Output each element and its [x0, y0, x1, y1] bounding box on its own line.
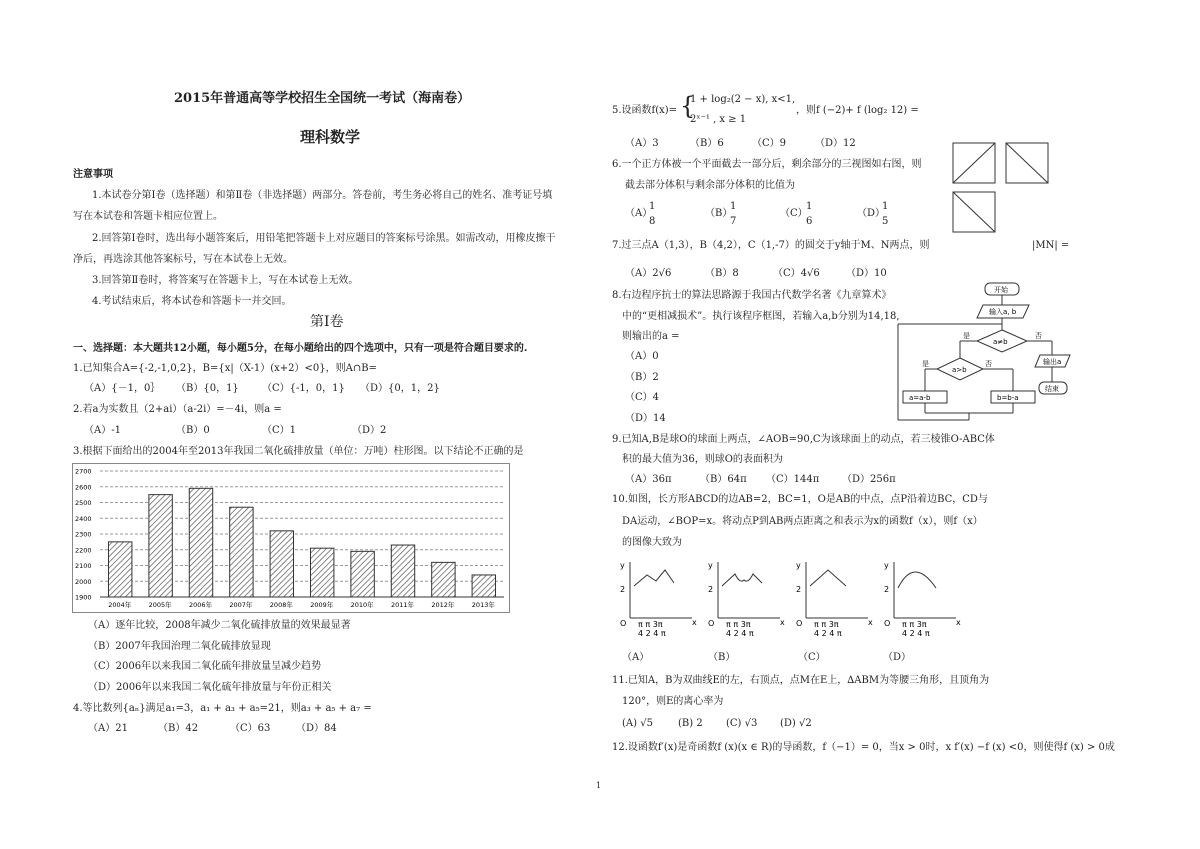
- question-9: 9.已知A,B是球O的球面上两点，∠AOB=90,C为该球面上的动点，若三棱锥O-ABC体: [612, 434, 995, 445]
- svg-text:是: 是: [963, 332, 970, 340]
- svg-text:2: 2: [884, 585, 890, 594]
- svg-text:4 2 4 π: 4 2 4 π: [902, 629, 930, 638]
- question-7: 7.过三点A（1,3），B（4,2），C（1,-7）的圆交于y轴于M、N两点，则: [612, 240, 930, 251]
- option: （B）6: [690, 138, 724, 149]
- svg-text:a>b: a>b: [952, 366, 967, 374]
- question-10: 10.如图，长方形ABCD的边AB=2，BC=1，O是AB的中点，点P沿着边BC，CD与: [612, 494, 988, 505]
- graph-c: [796, 561, 873, 638]
- option: (B) 2: [678, 718, 703, 729]
- svg-text:x: x: [692, 618, 697, 627]
- svg-text:π π 3π: π π 3π: [638, 620, 663, 629]
- fraction-den: 8: [649, 216, 656, 227]
- y-tick-label: 2400: [75, 514, 92, 523]
- option: （D）10: [846, 268, 887, 279]
- three-view-drawing: [952, 142, 1062, 237]
- option: （B）{0，1}: [176, 383, 239, 394]
- question-11: 11.已知A，B为双曲线E的左，右顶点，点M在E上，∆ABM为等腰三角形，且顶角为: [612, 675, 990, 686]
- fraction-num: 1: [882, 201, 889, 212]
- option: （A）-1: [84, 425, 121, 436]
- option: （A）3: [625, 138, 659, 149]
- option: （C）{-1，0，1}: [262, 383, 345, 394]
- emission-bar-chart: [72, 463, 510, 613]
- option: （D）12: [815, 138, 856, 149]
- question-10-line: 的图像大致为: [622, 537, 682, 548]
- x-tick-label: 2013年: [471, 601, 495, 609]
- option: （B）42: [158, 723, 199, 734]
- note-line: 3.回答第Ⅱ卷时，将答案写在答题卡上，写在本试卷上无效。: [92, 275, 359, 286]
- svg-text:开始: 开始: [994, 286, 1008, 294]
- bar-2010年: [351, 551, 374, 597]
- section-heading: 一、选择题：本大题共12小题，每小题5分，在每小题给出的四个选项中，只有一项是符合题目要求的.: [73, 343, 528, 354]
- question-6: 6.一个正方体被一个平面截去一部分后，剩余部分的三视图如右图，则: [612, 159, 922, 170]
- graph-label: （C）: [798, 652, 826, 663]
- option: (A) √5: [622, 718, 653, 729]
- x-tick-label: 2011年: [391, 601, 415, 609]
- svg-text:否: 否: [1035, 332, 1042, 340]
- svg-text:y: y: [884, 561, 889, 570]
- svg-text:x: x: [868, 618, 873, 627]
- question-11-line: 120°，则E的离心率为: [622, 696, 724, 707]
- note-line: 写在本试卷和答题卡相应位置上。: [73, 211, 223, 222]
- fraction-num: 1: [806, 201, 813, 212]
- svg-text:a=a-b: a=a-b: [909, 394, 931, 402]
- graph-label: （B）: [708, 652, 736, 663]
- option: (C) √3: [726, 718, 758, 729]
- y-tick-label: 1900: [75, 593, 92, 602]
- part-heading: 第Ⅰ卷: [310, 314, 344, 330]
- question-7-tail: |MN| =: [1032, 240, 1070, 251]
- y-tick-label: 2500: [75, 499, 92, 507]
- graph-d: [884, 561, 961, 638]
- x-tick-label: 2012年: [431, 601, 455, 609]
- option: （A）36π: [625, 474, 672, 485]
- option: （A）逐年比较，2008年减少二氧化硫排放量的效果最显著: [88, 620, 351, 631]
- option: （A）2√6: [625, 268, 672, 279]
- svg-text:y: y: [796, 561, 801, 570]
- notes-heading: 注意事项: [73, 169, 113, 180]
- svg-text:O: O: [796, 619, 803, 628]
- svg-text:x: x: [956, 618, 961, 627]
- option: （C）63: [230, 723, 271, 734]
- fraction-den: 7: [730, 216, 737, 227]
- option: （A）{－1，0｝: [84, 383, 161, 394]
- q5-case: 2ˣ⁻¹ , x ≥ 1: [690, 114, 747, 125]
- option: （D）: [857, 208, 886, 219]
- svg-text:输出a: 输出a: [1043, 358, 1062, 366]
- bar-2007年: [230, 507, 253, 597]
- question-6-line: 截去部分体积与剩余部分体积的比值为: [625, 180, 795, 191]
- svg-text:4 2 4 π: 4 2 4 π: [814, 629, 842, 638]
- question-9-line: 积的最大值为36，则球O的表面积为: [622, 454, 783, 465]
- fraction-den: 6: [806, 216, 813, 227]
- option: （D）2: [352, 425, 387, 436]
- question-4: 4.等比数列{aₙ}满足a₁=3，a₁ + a₃ + a₅=21，则a₃ + a₅ + a₇ =: [73, 703, 372, 714]
- question-3: 3.根据下面给出的2004年至2013年我国二氧化硫排放量（单位：万吨）柱形图。以下结论不正确的是: [73, 446, 524, 457]
- svg-text:2: 2: [620, 585, 626, 594]
- option: （D）{0，1，2}: [360, 383, 440, 394]
- svg-text:b=b-a: b=b-a: [997, 394, 1019, 402]
- bar-2006年: [189, 488, 212, 597]
- option: （D）14: [625, 413, 666, 424]
- svg-text:π π 3π: π π 3π: [902, 620, 927, 629]
- question-1: 1.已知集合A={-2,-1,0,2}，B={x|（X-1）(x+2）<0}，则A∩B=: [73, 363, 377, 374]
- svg-text:2: 2: [796, 585, 802, 594]
- graph-label: （D）: [883, 652, 912, 663]
- option: （C）144π: [766, 474, 820, 485]
- q10-graphs: [612, 556, 962, 646]
- x-tick-label: 2008年: [269, 601, 293, 609]
- option: （A）21: [88, 723, 128, 734]
- question-12: 12.设函数f′(x)是奇函数f (x)(x ∈ R)的导函数，f（−1）= 0，当x > 0时，x f′(x) −f (x) <0，则使得f (x) > 0成: [612, 742, 1115, 753]
- note-line: 1.本试卷分第Ⅰ卷（选择题）和第Ⅱ卷（非选择题）两部分。答卷前，考生务必将自己的姓名、准考证号填: [92, 190, 553, 201]
- option: （D）2006年以来我国二氧化硫年排放量与年份正相关: [88, 682, 332, 693]
- note-line: 4.考试结束后，将本试卷和答题卡一并交回。: [92, 296, 292, 307]
- option: （C）1: [262, 425, 297, 436]
- x-tick-label: 2010年: [350, 601, 374, 609]
- option: （C）2006年以来我国二氧化硫年排放量呈减少趋势: [88, 661, 322, 672]
- svg-text:a≠b: a≠b: [993, 338, 1008, 346]
- option: （D）84: [296, 723, 337, 734]
- y-tick-label: 2700: [75, 467, 92, 476]
- option: （A）0: [625, 351, 659, 362]
- fraction-den: 5: [882, 216, 889, 227]
- x-tick-label: 2007年: [229, 601, 253, 609]
- y-tick-label: 2100: [75, 562, 92, 570]
- graph-a: [620, 561, 697, 638]
- x-tick-label: 2005年: [148, 601, 172, 609]
- bar-2012年: [432, 562, 455, 597]
- svg-text:是: 是: [922, 360, 929, 368]
- question-2: 2.若a为实数且（2+ai）（a-2i）=－4i，则a =: [73, 404, 282, 415]
- svg-text:O: O: [620, 619, 627, 628]
- x-tick-label: 2009年: [310, 601, 334, 609]
- svg-text:y: y: [620, 561, 625, 570]
- svg-text:4 2 4 π: 4 2 4 π: [726, 629, 754, 638]
- y-tick-label: 2000: [75, 577, 92, 586]
- option: （B）8: [705, 268, 739, 279]
- bar-2004年: [108, 542, 131, 597]
- exam-title: 2015年普通高等学校招生全国统一考试（海南卷）: [174, 91, 471, 106]
- q5-tail: ，则f (−2)+ f (log₂ 12) =: [796, 105, 919, 116]
- subject-title: 理科数学: [300, 128, 361, 146]
- flowchart: [895, 280, 1095, 425]
- svg-text:O: O: [708, 619, 715, 628]
- svg-text:否: 否: [985, 360, 992, 368]
- y-tick-label: 2300: [75, 530, 92, 539]
- option: （C）9: [752, 138, 787, 149]
- graph-b: [708, 561, 785, 638]
- option: （C）4√6: [773, 268, 820, 279]
- fraction-num: 1: [649, 201, 656, 212]
- x-tick-label: 2006年: [189, 601, 213, 609]
- bar-2013年: [472, 575, 495, 597]
- option: （B）: [705, 208, 733, 219]
- question-8-line: 则输出的a =: [622, 331, 680, 342]
- bar-2009年: [310, 548, 333, 597]
- bar-2011年: [391, 545, 414, 597]
- x-tick-label: 2004年: [108, 601, 132, 609]
- note-line: 净后，再选涂其他答案标号，写在本试卷上无效。: [73, 254, 293, 265]
- fraction-num: 1: [730, 201, 737, 212]
- y-tick-label: 2600: [75, 483, 92, 492]
- option: (D) √2: [780, 718, 812, 729]
- option: （B）2: [625, 372, 659, 383]
- svg-text:输入a, b: 输入a, b: [989, 308, 1017, 316]
- note-line: 2.回答第Ⅰ卷时，选出每小题答案后，用铅笔把答题卡上对应题目的答案标号涂黑。如需改动，用橡皮擦干: [92, 233, 556, 244]
- svg-text:π π 3π: π π 3π: [726, 620, 751, 629]
- svg-text:4 2 4 π: 4 2 4 π: [638, 629, 666, 638]
- brace-icon: {: [680, 92, 696, 120]
- question-8-line: 中的“更相减损术”。执行该程序框图，若输入a,b分别为14,18,: [622, 311, 900, 322]
- graph-label: （A）: [622, 652, 650, 663]
- svg-text:x: x: [780, 618, 785, 627]
- option: （D）256π: [842, 474, 896, 485]
- question-5: 5.设函数f(x)=: [612, 105, 678, 116]
- option: （C）4: [625, 392, 660, 403]
- question-10-line: DA运动，∠BOP=x。将动点P到AB两点距离之和表示为x的函数f（x），则f（x）: [622, 516, 983, 527]
- svg-text:y: y: [708, 561, 713, 570]
- svg-text:O: O: [884, 619, 891, 628]
- option: （B）64π: [700, 474, 747, 485]
- svg-text:π π 3π: π π 3π: [814, 620, 839, 629]
- option: （B）0: [176, 425, 210, 436]
- option: （C）: [780, 208, 808, 219]
- y-tick-label: 2200: [75, 546, 92, 555]
- bar-2005年: [149, 495, 172, 597]
- option: （A）: [625, 208, 653, 219]
- page-number: 1: [596, 781, 602, 790]
- q5-case: 1 + log₂(2 − x), x<1,: [690, 94, 796, 105]
- option: （B）2007年我国治理二氧化硫排放显现: [88, 641, 271, 652]
- svg-text:结束: 结束: [1045, 385, 1059, 393]
- bar-2008年: [270, 531, 293, 597]
- svg-text:2: 2: [708, 585, 714, 594]
- question-8: 8.右边程序抗士的算法思路源于我国古代数学名著《九章算术》: [612, 290, 892, 301]
